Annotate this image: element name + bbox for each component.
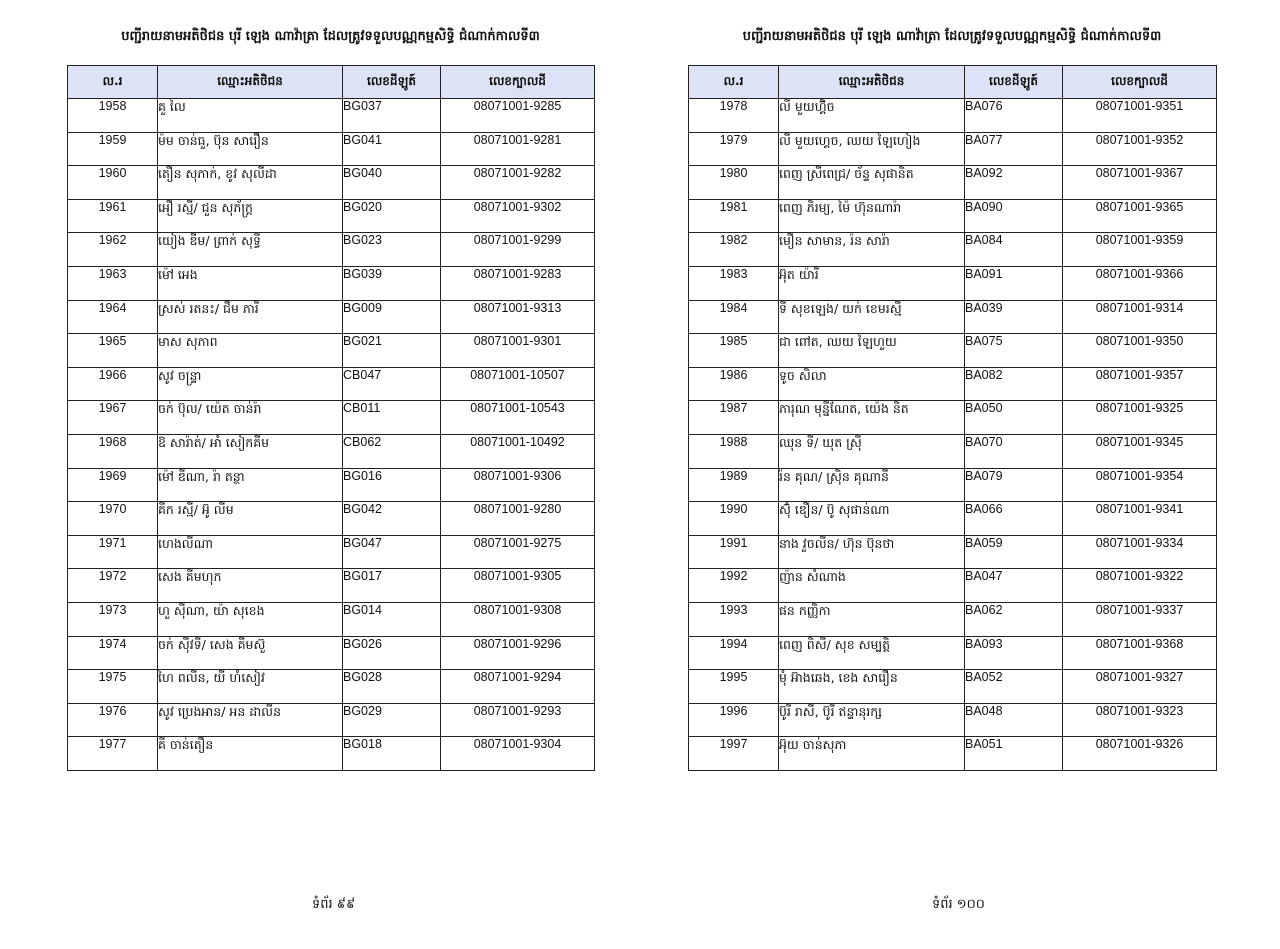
row-number: 1960 bbox=[68, 166, 158, 200]
customer-name: សូវ ចន្ទ្រា bbox=[158, 367, 343, 401]
land-title-number: 08071001-9305 bbox=[441, 569, 595, 603]
customer-name: គី ចាន់តឿន bbox=[158, 737, 343, 771]
plot-number: BA079 bbox=[965, 468, 1063, 502]
row-number: 1964 bbox=[68, 300, 158, 334]
plot-number: BG020 bbox=[343, 199, 441, 233]
plot-number: BA047 bbox=[965, 569, 1063, 603]
plot-number: BA052 bbox=[965, 670, 1063, 704]
land-title-number: 08071001-9301 bbox=[441, 334, 595, 368]
table-row bbox=[689, 434, 1217, 468]
customer-name: អ៊ុយ ចាន់សុភា bbox=[779, 737, 965, 771]
table-row bbox=[689, 233, 1217, 267]
plot-number: BA093 bbox=[965, 636, 1063, 670]
land-title-number: 08071001-9357 bbox=[1063, 367, 1217, 401]
table-row bbox=[68, 434, 595, 468]
plot-number: BG014 bbox=[343, 602, 441, 636]
land-title-number: 08071001-9368 bbox=[1063, 636, 1217, 670]
row-number: 1982 bbox=[689, 233, 779, 267]
land-title-number: 08071001-9327 bbox=[1063, 670, 1217, 704]
table-row bbox=[68, 569, 595, 603]
table-row bbox=[689, 166, 1217, 200]
table-row bbox=[68, 468, 595, 502]
customer-name: គីក រស្មី/ អ៊ូ លីម bbox=[158, 502, 343, 536]
plot-number: BA091 bbox=[965, 266, 1063, 300]
land-title-number: 08071001-10543 bbox=[441, 401, 595, 435]
land-title-number: 08071001-9281 bbox=[441, 132, 595, 166]
table-row bbox=[689, 199, 1217, 233]
row-number: 1991 bbox=[689, 535, 779, 569]
row-number: 1959 bbox=[68, 132, 158, 166]
land-title-number: 08071001-9352 bbox=[1063, 132, 1217, 166]
table-header-row bbox=[689, 66, 1217, 99]
land-title-number: 08071001-9308 bbox=[441, 602, 595, 636]
column-header-plot-number: លេខដីឡូត៍ bbox=[343, 66, 441, 99]
table-row bbox=[689, 300, 1217, 334]
column-header-number: ល.រ bbox=[689, 66, 779, 99]
customer-name: អ៊ុត យ៉ារី bbox=[779, 266, 965, 300]
customer-name: ពេញ ពិសី/ សុខ សម្បត្តិ bbox=[779, 636, 965, 670]
table-row bbox=[689, 266, 1217, 300]
table-row bbox=[68, 334, 595, 368]
table-row bbox=[68, 670, 595, 704]
customer-name: ម៉ៅ ឌីណា, រ៉ា តន្ថា bbox=[158, 468, 343, 502]
row-number: 1974 bbox=[68, 636, 158, 670]
plot-number: CB062 bbox=[343, 434, 441, 468]
row-number: 1980 bbox=[689, 166, 779, 200]
row-number: 1996 bbox=[689, 703, 779, 737]
row-number: 1971 bbox=[68, 535, 158, 569]
row-number: 1989 bbox=[689, 468, 779, 502]
land-title-number: 08071001-9341 bbox=[1063, 502, 1217, 536]
land-title-number: 08071001-9325 bbox=[1063, 401, 1217, 435]
row-number: 1985 bbox=[689, 334, 779, 368]
row-number: 1975 bbox=[68, 670, 158, 704]
table-row bbox=[68, 602, 595, 636]
plot-number: CB047 bbox=[343, 367, 441, 401]
plot-number: BG047 bbox=[343, 535, 441, 569]
plot-number: BA051 bbox=[965, 737, 1063, 771]
customer-name: រ៉ន គុណ/ ស្រ៊ិន គុណានី bbox=[779, 468, 965, 502]
customer-name: អឿ រស្មី/ ជួន សុភ័ក្រ្ត bbox=[158, 199, 343, 233]
land-title-number: 08071001-9345 bbox=[1063, 434, 1217, 468]
row-number: 1987 bbox=[689, 401, 779, 435]
table-row bbox=[689, 401, 1217, 435]
row-number: 1984 bbox=[689, 300, 779, 334]
land-title-number: 08071001-10492 bbox=[441, 434, 595, 468]
customer-name: ទី សុខឡេង/ យក់ ខេមរស្មី bbox=[779, 300, 965, 334]
table-row bbox=[689, 703, 1217, 737]
land-title-number: 08071001-9299 bbox=[441, 233, 595, 267]
page-100 bbox=[640, 0, 1280, 949]
plot-number: BA090 bbox=[965, 199, 1063, 233]
customer-name: នាង វួចលីន/ ហ៊ុន ប៊ុនថា bbox=[779, 535, 965, 569]
customer-table bbox=[67, 65, 595, 771]
plot-number: BA066 bbox=[965, 502, 1063, 536]
customer-name: សេង គីមហុក bbox=[158, 569, 343, 603]
land-title-number: 08071001-10507 bbox=[441, 367, 595, 401]
row-number: 1986 bbox=[689, 367, 779, 401]
column-header-customer-name: ឈ្មោះអតិថិជន bbox=[779, 66, 965, 99]
land-title-number: 08071001-9351 bbox=[1063, 99, 1217, 133]
plot-number: BG029 bbox=[343, 703, 441, 737]
row-number: 1962 bbox=[68, 233, 158, 267]
table-row bbox=[68, 703, 595, 737]
customer-name: ជា ពៅត, ឈយ ឡៃហួយ bbox=[779, 334, 965, 368]
table-row bbox=[689, 737, 1217, 771]
row-number: 1978 bbox=[689, 99, 779, 133]
land-title-number: 08071001-9366 bbox=[1063, 266, 1217, 300]
land-title-number: 08071001-9306 bbox=[441, 468, 595, 502]
customer-name: ពេញ ស្រីពេជ្រ/ ច័ន្ទ សុផានិត bbox=[779, 166, 965, 200]
land-title-number: 08071001-9280 bbox=[441, 502, 595, 536]
plot-number: BA076 bbox=[965, 99, 1063, 133]
row-number: 1993 bbox=[689, 602, 779, 636]
customer-name: ម៉ៅ អេង bbox=[158, 266, 343, 300]
page-number: ទំព័រ ១០០ bbox=[932, 897, 986, 912]
customer-name: ស្រស់ រតនះ/ ជឹម ភារី bbox=[158, 300, 343, 334]
customer-name: ហេងលីណា bbox=[158, 535, 343, 569]
plot-number: BG009 bbox=[343, 300, 441, 334]
customer-name: ប៊ូរី រាសី, ប៊ូរី ឥន្ទានុរក្ស bbox=[779, 703, 965, 737]
column-header-customer-name: ឈ្មោះអតិថិជន bbox=[158, 66, 343, 99]
row-number: 1968 bbox=[68, 434, 158, 468]
row-number: 1965 bbox=[68, 334, 158, 368]
land-title-number: 08071001-9359 bbox=[1063, 233, 1217, 267]
plot-number: BA077 bbox=[965, 132, 1063, 166]
row-number: 1997 bbox=[689, 737, 779, 771]
customer-name: សូវ ប្រេងអាន/ អន ដាលីន bbox=[158, 703, 343, 737]
customer-name: យៀង ឌីម/ ព្រាក់ សុទ្ធី bbox=[158, 233, 343, 267]
column-header-title-number: លេខក្បាលដី bbox=[1063, 66, 1217, 99]
row-number: 1966 bbox=[68, 367, 158, 401]
row-number: 1970 bbox=[68, 502, 158, 536]
row-number: 1961 bbox=[68, 199, 158, 233]
plot-number: BG023 bbox=[343, 233, 441, 267]
land-title-number: 08071001-9334 bbox=[1063, 535, 1217, 569]
plot-number: BA062 bbox=[965, 602, 1063, 636]
customer-name: មាស សុភាព bbox=[158, 334, 343, 368]
column-header-title-number: លេខក្បាលដី bbox=[441, 66, 595, 99]
customer-name: ភារុណ មុន្នីណែត, យ៉េង និត bbox=[779, 401, 965, 435]
table-header-row bbox=[68, 66, 595, 99]
row-number: 1969 bbox=[68, 468, 158, 502]
land-title-number: 08071001-9275 bbox=[441, 535, 595, 569]
customer-name: លី មួយហេ្គច, ឈយ ឡៃហៀង bbox=[779, 132, 965, 166]
plot-number: BG016 bbox=[343, 468, 441, 502]
customer-name: ចក់ ប៊ុល/ យ៉េត ចាន់រ៉ា bbox=[158, 401, 343, 435]
row-number: 1994 bbox=[689, 636, 779, 670]
land-title-number: 08071001-9294 bbox=[441, 670, 595, 704]
row-number: 1983 bbox=[689, 266, 779, 300]
customer-name: មុំ អ៊ាងឆេង, ខេង សារឿន bbox=[779, 670, 965, 704]
row-number: 1981 bbox=[689, 199, 779, 233]
row-number: 1990 bbox=[689, 502, 779, 536]
page-number: ទំព័រ ៩៩ bbox=[312, 897, 356, 912]
table-row bbox=[68, 266, 595, 300]
plot-number: BG042 bbox=[343, 502, 441, 536]
plot-number: BA070 bbox=[965, 434, 1063, 468]
table-row bbox=[68, 300, 595, 334]
table-row bbox=[68, 737, 595, 771]
customer-name: ហួ ស៊ីណា, យ៉ា សុខេង bbox=[158, 602, 343, 636]
customer-name: ពេញ ភិរម្យ, ម៉ៃ ហ៊ុនណារ៉ា bbox=[779, 199, 965, 233]
customer-name: លី មួយហ៊្គិច bbox=[779, 99, 965, 133]
plot-number: BG041 bbox=[343, 132, 441, 166]
row-number: 1967 bbox=[68, 401, 158, 435]
table-row bbox=[689, 569, 1217, 603]
table-row bbox=[68, 535, 595, 569]
table-row bbox=[689, 132, 1217, 166]
plot-number: BA048 bbox=[965, 703, 1063, 737]
row-number: 1973 bbox=[68, 602, 158, 636]
customer-name: ទូច សិលា bbox=[779, 367, 965, 401]
plot-number: BA082 bbox=[965, 367, 1063, 401]
customer-table bbox=[688, 65, 1217, 771]
customer-name: មឿន សាមាន, រ៉ន សារ៉ា bbox=[779, 233, 965, 267]
land-title-number: 08071001-9314 bbox=[1063, 300, 1217, 334]
row-number: 1988 bbox=[689, 434, 779, 468]
customer-name: ឱ សារ៉ាត់/ អាំ សៀកគីម bbox=[158, 434, 343, 468]
table-row bbox=[68, 132, 595, 166]
table-row bbox=[689, 334, 1217, 368]
row-number: 1958 bbox=[68, 99, 158, 133]
table-row bbox=[68, 367, 595, 401]
table-row bbox=[68, 233, 595, 267]
column-header-plot-number: លេខដីឡូត៍ bbox=[965, 66, 1063, 99]
document-title: បញ្ជីរាយនាមអតិថិជន បុរី ឡេង ណាវ៉ាត្រា ដែលត្រូវទទួលបណ្ណកម្មសិទ្ធិ ជំណាក់កាលទី៣ bbox=[121, 29, 540, 44]
table-body bbox=[68, 99, 595, 771]
land-title-number: 08071001-9293 bbox=[441, 703, 595, 737]
land-title-number: 08071001-9326 bbox=[1063, 737, 1217, 771]
customer-name: ផន កញ្ញិកា bbox=[779, 602, 965, 636]
table-row bbox=[689, 367, 1217, 401]
table-row bbox=[689, 468, 1217, 502]
table-row bbox=[689, 535, 1217, 569]
land-title-number: 08071001-9322 bbox=[1063, 569, 1217, 603]
table-row bbox=[68, 199, 595, 233]
plot-number: BG018 bbox=[343, 737, 441, 771]
plot-number: BA075 bbox=[965, 334, 1063, 368]
land-title-number: 08071001-9282 bbox=[441, 166, 595, 200]
table-row bbox=[68, 636, 595, 670]
customer-name: ញ៉ាន សំណាង bbox=[779, 569, 965, 603]
customer-name: ឈុន ទី/ ឃុត ស្រ៊ី bbox=[779, 434, 965, 468]
land-title-number: 08071001-9313 bbox=[441, 300, 595, 334]
plot-number: BA092 bbox=[965, 166, 1063, 200]
plot-number: BG037 bbox=[343, 99, 441, 133]
table-row bbox=[68, 502, 595, 536]
row-number: 1977 bbox=[68, 737, 158, 771]
customer-name: គួ លៃ bbox=[158, 99, 343, 133]
land-title-number: 08071001-9304 bbox=[441, 737, 595, 771]
plot-number: BG040 bbox=[343, 166, 441, 200]
customer-name: ម៉ម ចាន់ធួ, ប៊ុន សារឿន bbox=[158, 132, 343, 166]
customer-name: តឿន សុភាក់, ខូវ សុលីដា bbox=[158, 166, 343, 200]
table-row bbox=[689, 502, 1217, 536]
plot-number: BG028 bbox=[343, 670, 441, 704]
land-title-number: 08071001-9350 bbox=[1063, 334, 1217, 368]
plot-number: BG026 bbox=[343, 636, 441, 670]
row-number: 1972 bbox=[68, 569, 158, 603]
land-title-number: 08071001-9365 bbox=[1063, 199, 1217, 233]
plot-number: BG021 bbox=[343, 334, 441, 368]
table-row bbox=[689, 636, 1217, 670]
row-number: 1976 bbox=[68, 703, 158, 737]
plot-number: BG017 bbox=[343, 569, 441, 603]
table-row bbox=[68, 166, 595, 200]
plot-number: CB011 bbox=[343, 401, 441, 435]
land-title-number: 08071001-9296 bbox=[441, 636, 595, 670]
table-row bbox=[68, 99, 595, 133]
plot-number: BA050 bbox=[965, 401, 1063, 435]
land-title-number: 08071001-9367 bbox=[1063, 166, 1217, 200]
row-number: 1963 bbox=[68, 266, 158, 300]
plot-number: BA059 bbox=[965, 535, 1063, 569]
document-title: បញ្ជីរាយនាមអតិថិជន បុរី ឡេង ណាវ៉ាត្រា ដែលត្រូវទទួលបណ្ណកម្មសិទ្ធិ ជំណាក់កាលទី៣ bbox=[742, 29, 1162, 44]
table-row bbox=[689, 99, 1217, 133]
land-title-number: 08071001-9354 bbox=[1063, 468, 1217, 502]
land-title-number: 08071001-9323 bbox=[1063, 703, 1217, 737]
table-row bbox=[68, 401, 595, 435]
customer-name: ចក់ ស៊ីវទី/ សេង គីមស៊ួ bbox=[158, 636, 343, 670]
table-row bbox=[689, 670, 1217, 704]
row-number: 1992 bbox=[689, 569, 779, 603]
table-body bbox=[689, 99, 1217, 771]
row-number: 1995 bbox=[689, 670, 779, 704]
customer-name: ហៃ ពលីន, យី ហំសៀវ bbox=[158, 670, 343, 704]
plot-number: BG039 bbox=[343, 266, 441, 300]
plot-number: BA084 bbox=[965, 233, 1063, 267]
row-number: 1979 bbox=[689, 132, 779, 166]
land-title-number: 08071001-9285 bbox=[441, 99, 595, 133]
table-row bbox=[689, 602, 1217, 636]
land-title-number: 08071001-9337 bbox=[1063, 602, 1217, 636]
customer-name: ស៊ុំ ឌឿន/ ប៊ូ សុផាន់ណា bbox=[779, 502, 965, 536]
land-title-number: 08071001-9302 bbox=[441, 199, 595, 233]
land-title-number: 08071001-9283 bbox=[441, 266, 595, 300]
column-header-number: ល.រ bbox=[68, 66, 158, 99]
plot-number: BA039 bbox=[965, 300, 1063, 334]
